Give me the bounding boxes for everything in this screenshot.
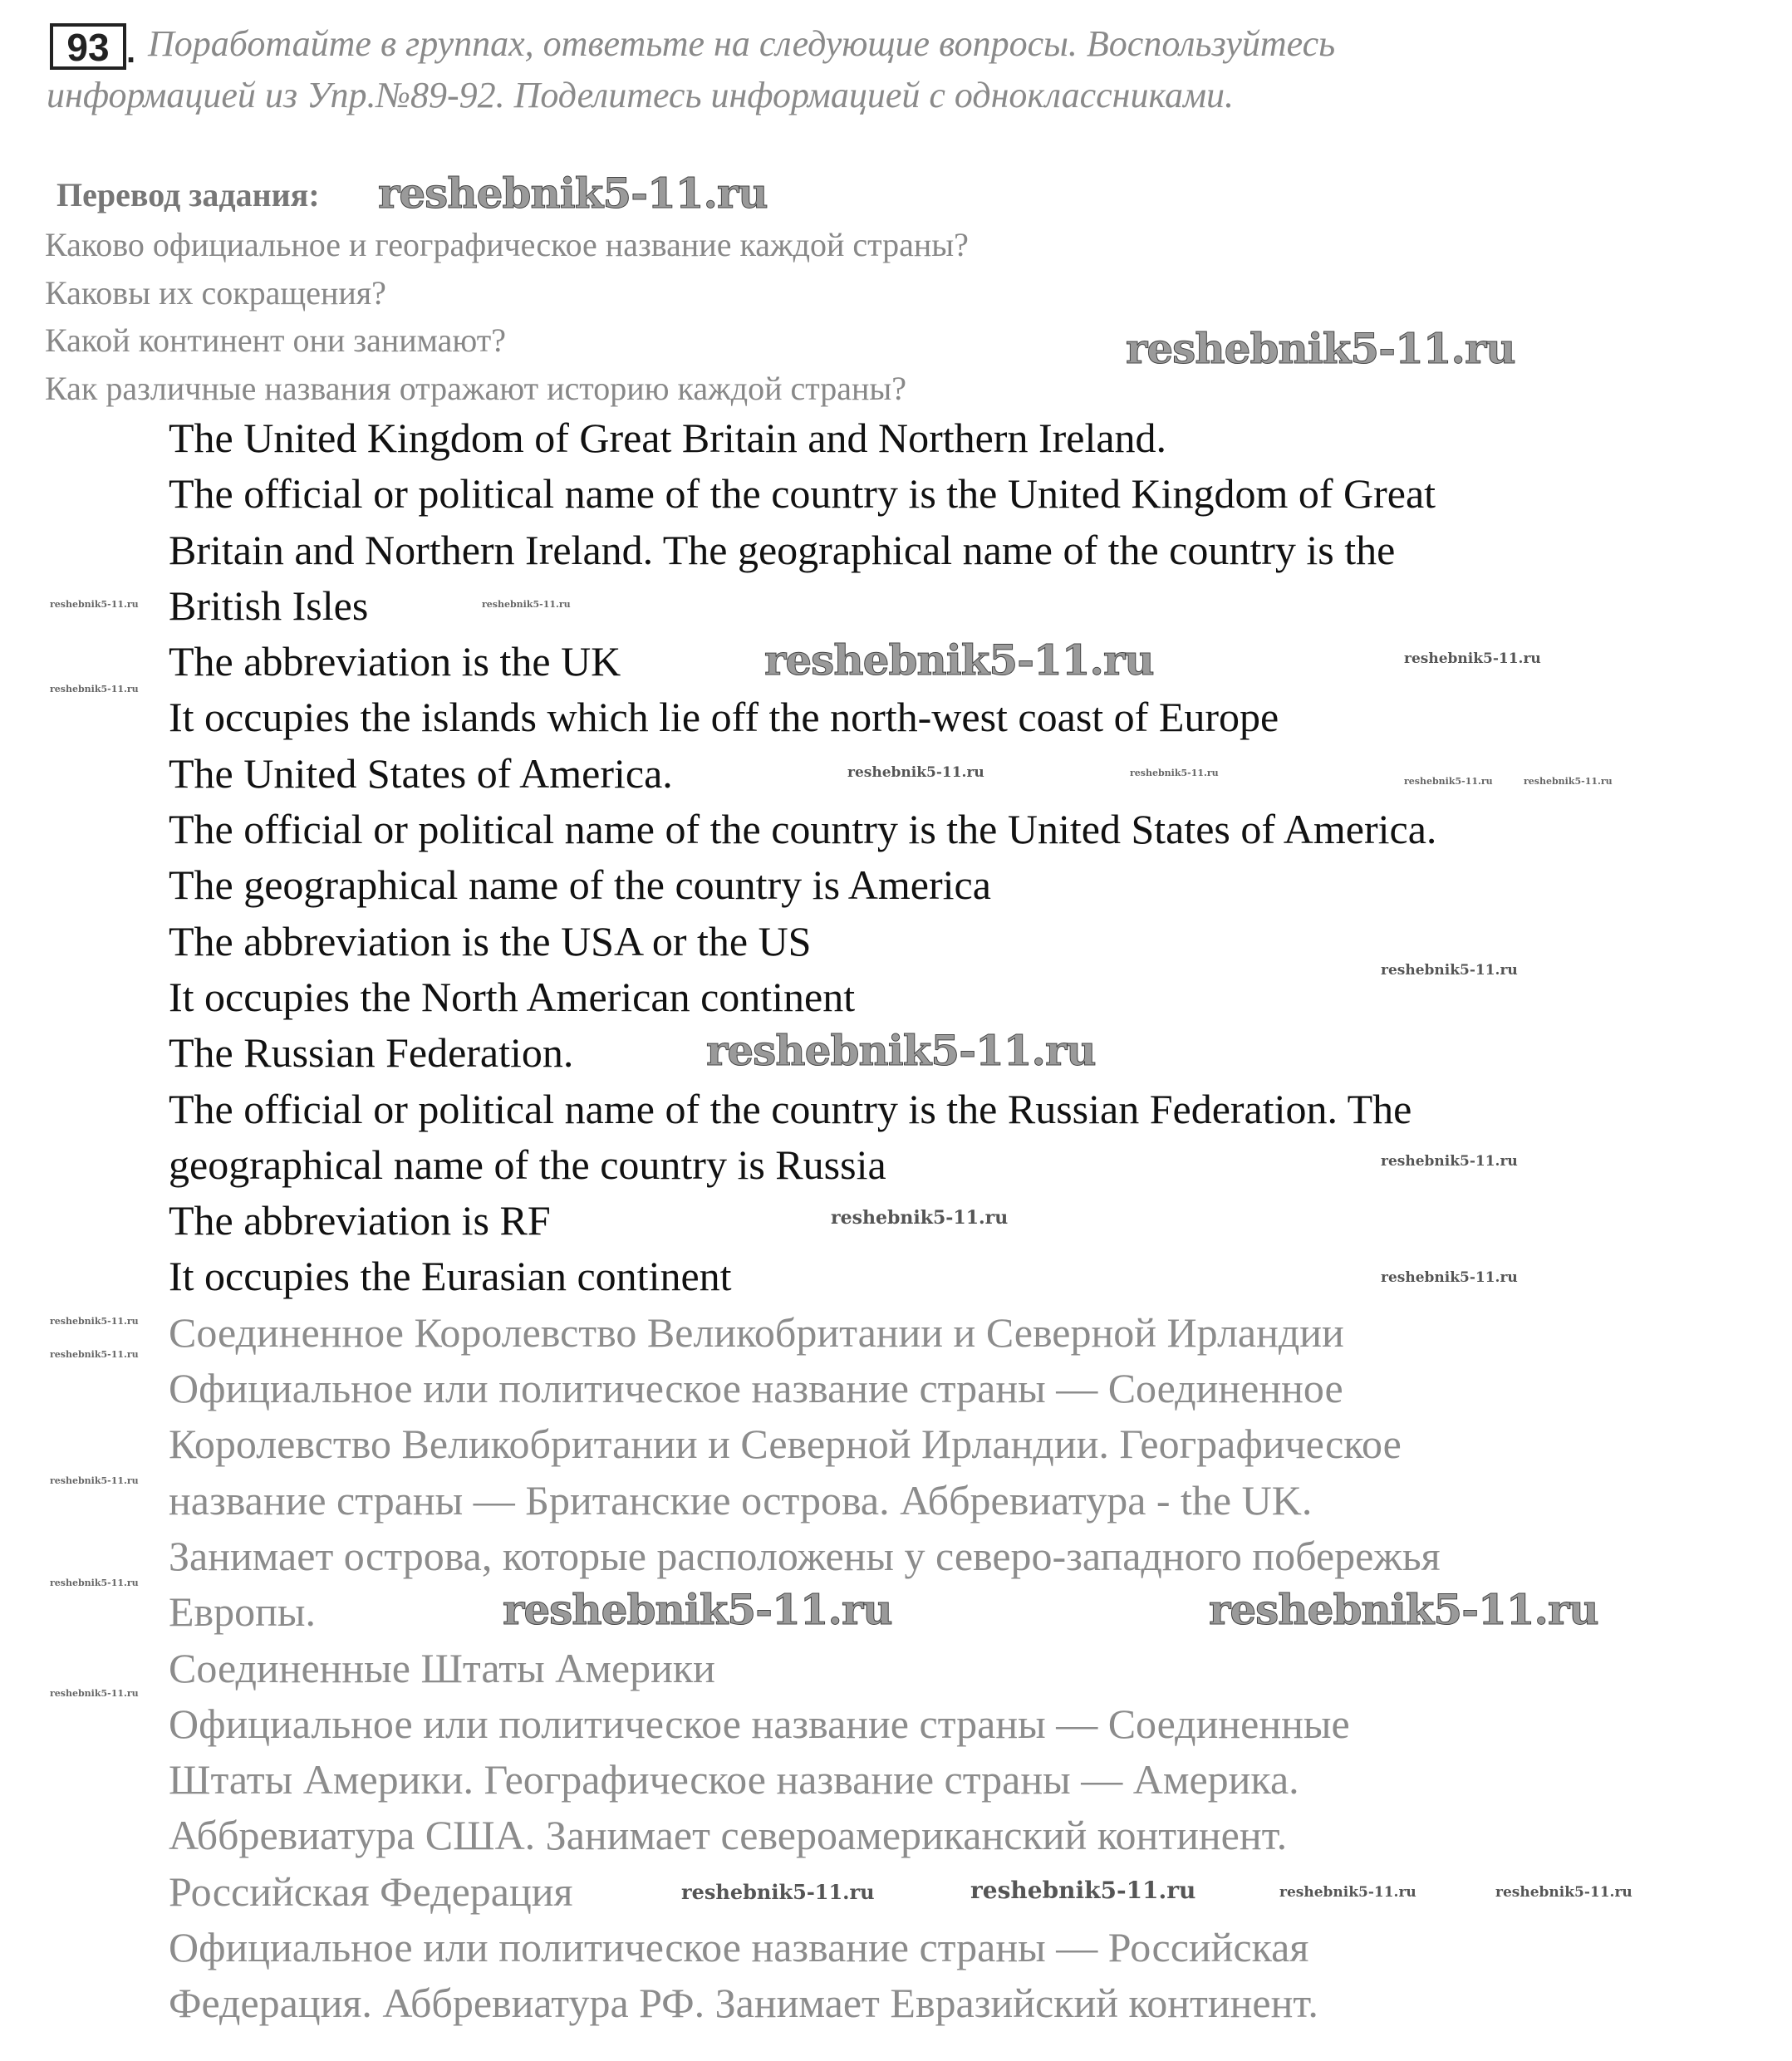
answer-line-en: The abbreviation is the USA or the US <box>169 917 812 964</box>
watermark: reshebnik5-11.ru <box>1130 768 1219 778</box>
watermark: reshebnik5-11.ru <box>1279 1884 1416 1901</box>
translation-questions <box>45 221 969 412</box>
answer-line-en: The geographical name of the country is America <box>169 861 991 909</box>
exercise-number-dot: . <box>126 33 136 70</box>
answer-line-ru: Российская Федерация <box>169 1867 573 1915</box>
instruction-line: Поработайте в группах, ответьте на следующие вопросы. Воспользуйтесь <box>148 23 1336 64</box>
watermark: reshebnik5-11.ru <box>50 684 139 694</box>
answer-line-en: It occupies the Eurasian continent <box>169 1253 732 1300</box>
answer-line-ru: Занимает острова, которые расположены у северо-западного побережья <box>169 1532 1441 1579</box>
answer-line-en: It occupies the North American continent <box>169 973 856 1020</box>
answer-line-en: The official or political name of the country is the United Kingdom of Great <box>169 470 1436 518</box>
watermark: reshebnik5-11.ru <box>503 1585 892 1634</box>
question: Как различные названия отражают историю каждой страны? <box>45 369 907 407</box>
watermark: reshebnik5-11.ru <box>482 599 571 610</box>
watermark: reshebnik5-11.ru <box>706 1026 1096 1075</box>
answer-line-ru: Официальное или политическое название страны — Соединенное <box>169 1365 1343 1412</box>
watermark: reshebnik5-11.ru <box>1404 776 1493 787</box>
answer-line-en: British Isles <box>169 581 369 629</box>
instruction-line: информацией из Упр.№89-92. Поделитесь информацией с одноклассниками. <box>47 75 1235 115</box>
translation-label: Перевод задания: <box>56 176 320 213</box>
question: Какой континент они занимают? <box>45 321 507 359</box>
answer-line-en: The Russian Federation. <box>169 1029 574 1077</box>
watermark: reshebnik5-11.ru <box>50 1578 139 1588</box>
watermark: reshebnik5-11.ru <box>50 1349 139 1360</box>
answer-line-en: Britain and Northern Ireland. The geographical name of the country is the <box>169 526 1396 573</box>
answer-line-ru: название страны — Британские острова. Аббревиатура - the UK. <box>169 1476 1313 1524</box>
watermark: reshebnik5-11.ru <box>50 1316 139 1327</box>
exercise-number: 93 <box>50 23 126 70</box>
watermark: reshebnik5-11.ru <box>378 169 768 218</box>
answer-line-ru: Королевство Великобритании и Северной Ирландии. Географическое <box>169 1421 1402 1468</box>
answer-line-ru: Официальное или политическое название страны — Соединенные <box>169 1700 1350 1747</box>
answer-line-ru: Официальное или политическое название страны — Российская <box>169 1924 1309 1971</box>
answer-line-ru: Соединенные Штаты Америки <box>169 1644 715 1691</box>
answer-line-ru: Соединенное Королевство Великобритании и Северной Ирландии <box>169 1308 1344 1356</box>
exercise-instruction <box>47 18 1335 121</box>
watermark: reshebnik5-11.ru <box>50 1688 139 1699</box>
watermark: reshebnik5-11.ru <box>831 1207 1009 1229</box>
answer-line-en: It occupies the islands which lie off the north-west coast of Europe <box>169 694 1279 741</box>
watermark: reshebnik5-11.ru <box>1126 324 1515 373</box>
answer-line-en: The United States of America. <box>169 749 673 797</box>
answer-line-ru: Аббревиатура США. Занимает североамериканский континент. <box>169 1812 1288 1859</box>
watermark: reshebnik5-11.ru <box>1209 1585 1598 1634</box>
watermark: reshebnik5-11.ru <box>1524 776 1613 787</box>
watermark: reshebnik5-11.ru <box>847 764 984 781</box>
answer-line-en: The abbreviation is the UK <box>169 638 621 685</box>
watermark: reshebnik5-11.ru <box>50 599 139 610</box>
answer-line-ru: Штаты Америки. Географическое название страны — Америка. <box>169 1756 1299 1803</box>
watermark: reshebnik5-11.ru <box>970 1877 1196 1904</box>
answer-line-ru: Федерация. Аббревиатура РФ. Занимает Евразийский континент. <box>169 1980 1318 2027</box>
answer-line-en: The official or political name of the country is the United States of America. <box>169 806 1437 853</box>
watermark: reshebnik5-11.ru <box>681 1880 875 1904</box>
answer-line-ru: Европы. <box>169 1588 317 1636</box>
answer-line-en: The abbreviation is RF <box>169 1197 551 1244</box>
question: Каково официальное и географическое название каждой страны? <box>45 226 969 263</box>
watermark: reshebnik5-11.ru <box>1404 650 1541 667</box>
watermark: reshebnik5-11.ru <box>1495 1884 1632 1901</box>
answer-line-en: The United Kingdom of Great Britain and Northern Ireland. <box>169 415 1167 461</box>
answer-line-en: The official or political name of the country is the Russian Federation. The <box>169 1085 1412 1132</box>
watermark: reshebnik5-11.ru <box>1381 1153 1518 1170</box>
watermark: reshebnik5-11.ru <box>1381 1269 1518 1286</box>
answer-line-en: geographical name of the country is Russia <box>169 1141 886 1188</box>
watermark: reshebnik5-11.ru <box>1381 962 1518 979</box>
watermark: reshebnik5-11.ru <box>50 1475 139 1486</box>
question: Каковы их сокращения? <box>45 273 386 312</box>
watermark: reshebnik5-11.ru <box>764 635 1154 685</box>
